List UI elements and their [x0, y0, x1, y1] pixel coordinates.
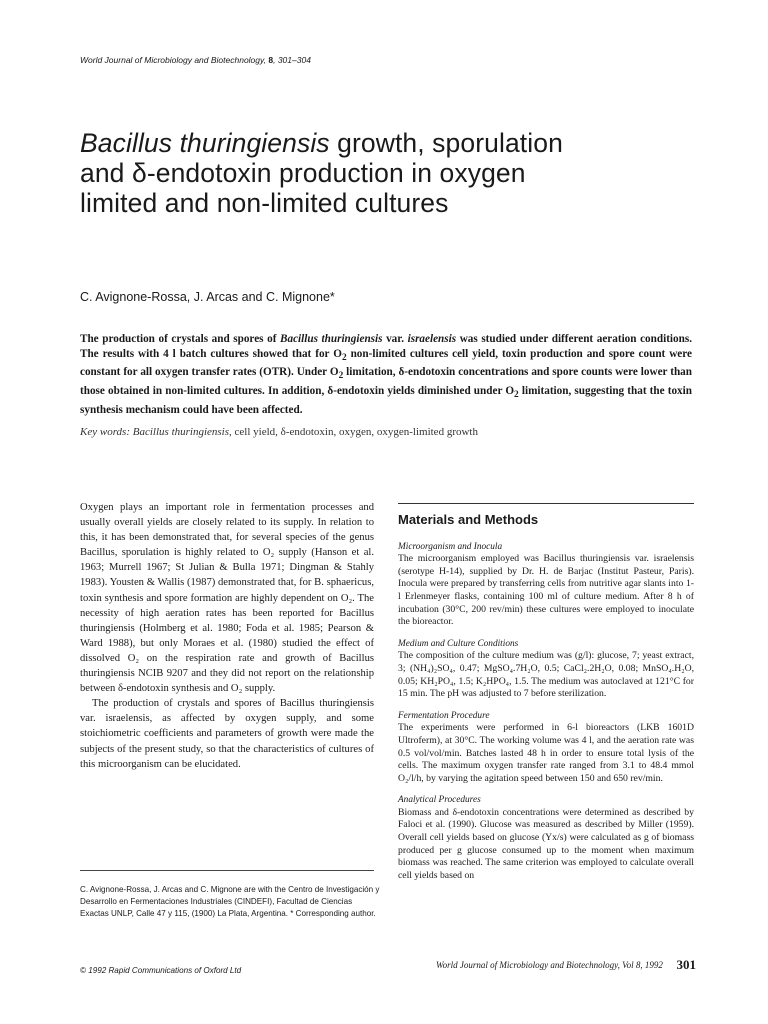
subheading-fermentation: Fermentation Procedure [398, 710, 490, 721]
authors: C. Avignone-Rossa, J. Arcas and C. Mignone* [80, 290, 335, 304]
abstract-subscript: 2 [341, 352, 347, 363]
page-footer [436, 957, 696, 972]
abstract-subscript: 2 [514, 390, 519, 401]
introduction [80, 500, 374, 772]
subheading-analytical: Analytical Procedures [398, 795, 481, 806]
journal-header [80, 55, 311, 65]
abstract-text: var. [382, 333, 408, 345]
journal-pages: , 301–304 [273, 55, 311, 65]
copyright: © 1992 Rapid Communications of Oxford Ltd [80, 966, 242, 975]
abstract-subscript: 2 [338, 371, 344, 382]
paragraph-medium: The composition of the culture medium was (g/l): glucose, 7; yeast extract, 3; (NH₄)₂SO₄, 0.47; MgSO₄.7H₂O, 0.5; CaCl₂.2H₂O, 0.08; MnSO₄.H₂O, 0.05; KH₂PO₄, 1.5; K₂HPO₄, 1.5. The medium was autoclaved at 121°C for 15 min. The pH was adjusted to 7 before sterilization. [398, 650, 694, 700]
abstract-text: limitation, suggesting that the toxin synthesis mechanism could have been affected. [80, 385, 692, 417]
page-number: 301 [676, 957, 696, 972]
article-title [80, 128, 700, 218]
title-line2: and δ-endotoxin production in oxygen [80, 158, 526, 188]
intro-paragraph-2: The production of crystals and spores of Bacillus thuringiensis var. israelensis, as affected by oxygen supply, and some stoichiometric coefficients and parameters of growth were made the subjects of the present study, so that the characteristics of cultures of this microorganism can be elucidated. [80, 698, 374, 770]
paragraph-analytical: Biomass and δ-endotoxin concentrations were determined as described by Faloci et al. (1990). Glucose was measured as described by Miller (1959). Overall cell yields based on glucose (Yx/s) were calculated as g of biomass produced per g glucose consumed up to the moment when maximum biomass was reached. The same criterion was employed to calculate overall cell yields based on [398, 806, 694, 881]
subheading-microorganism: Microorganism and Inocula [398, 541, 503, 552]
abstract [80, 332, 692, 418]
footer-journal: World Journal of Microbiology and Biotechnology, Vol 8, 1992 [436, 960, 663, 970]
paragraph-microorganism: The microorganism employed was Bacillus thuringiensis var. israelensis (serotype H-14), supplied by Dr. H. de Barjac (Institut Pasteur, Paris). Inocula were prepared by transferring cells from nutritive agar slants into 1-l Erlenmeyer flasks, containing 100 ml of culture medium. After 8 h of incubation (30°C, 200 rev/min) these cultures were employed to inoculate the bioreactor. [398, 553, 694, 628]
abstract-variety: israelensis [407, 333, 457, 345]
paragraph-fermentation: The experiments were performed in 6-l bioreactors (LKB 1601D Ultroferm), at 30°C. The working volume was 4 l, and the aeration rate was 0.5 vol/vol/min. Batches lasted 48 h in order to ensure total lysis of the cells. The maximum oxygen transfer rate ranged from 3.1 to 48.4 mmol O₂/l/h, by varying the agitation speed between 150 and 650 rev/min. [398, 722, 694, 784]
abstract-text: was studied under different aeration conditions. The results with 4 l batch cultures showed that for O [80, 333, 693, 360]
title-line3: limited and non-limited cultures [80, 188, 449, 218]
keywords-label: Key words: [80, 426, 131, 438]
author-affiliation: C. Avignone-Rossa, J. Arcas and C. Mignone are with the Centro de Investigación y Desarrollo en Fermentaciones Industriales (CINDEFI), Facultad de Ciencias Exactas UNLP, Calle 47 y 115, (1900) La Plata, Argentina. * Corresponding author. [80, 885, 380, 918]
subheading-medium: Medium and Culture Conditions [398, 638, 519, 649]
abstract-organism: Bacillus thuringiensis [280, 333, 383, 345]
section-divider [398, 503, 694, 504]
section-heading: Materials and Methods [398, 512, 539, 527]
keywords [80, 426, 692, 438]
abstract-text: The production of crystals and spores of [80, 333, 281, 345]
footnote-divider [80, 870, 374, 871]
journal-name: World Journal of Microbiology and Biotechnology, [80, 55, 266, 65]
abstract-text: limitation, δ-endotoxin concentrations and spore counts were lower than those obtained in non-limited cultures. In addition, δ-endotoxin yields diminished under O [80, 366, 692, 398]
methods-section [398, 512, 694, 891]
title-organism: Bacillus thuringiensis [80, 128, 330, 158]
title-line1-rest: growth, sporulation [329, 128, 563, 158]
keywords-list: cell yield, δ-endotoxin, oxygen, oxygen-limited growth [231, 426, 478, 438]
intro-paragraph-1: Oxygen plays an important role in fermentation processes and usually overall yields are closely related to its supply. In relation to this, it has been demonstrated that, for several species of the genus Bacillus, sporulation is highly related to O₂ supply (Hanson et al. 1963; Murrell 1967; St Julian & Bulla 1971; Dingman & Stahly 1983). Yousten & Wallis (1987) demonstrated that, for B. sphaericus, toxin synthesis and spore formation are highly dependent on O₂. The necessity of high aeration rates has been reported for Bacillus thuringiensis (Holmberg et al. 1980; Foda et al. 1985; Pearson & Ward 1988), but only Moraes et al. (1980) studied the effect of dissolved O₂ on the respiration rate and growth of Bacillus thuringiensis NCIB 9207 and they did not report on the relationship between δ-endotoxin synthesis and O₂ supply. [80, 502, 374, 695]
journal-volume: 8 [268, 55, 274, 65]
keywords-organism: Bacillus thuringiensis, [132, 426, 232, 438]
abstract-text: non-limited cultures cell yield, toxin production and spore count were constant for all oxygen transfer rates (OTR). Under O [80, 347, 692, 379]
